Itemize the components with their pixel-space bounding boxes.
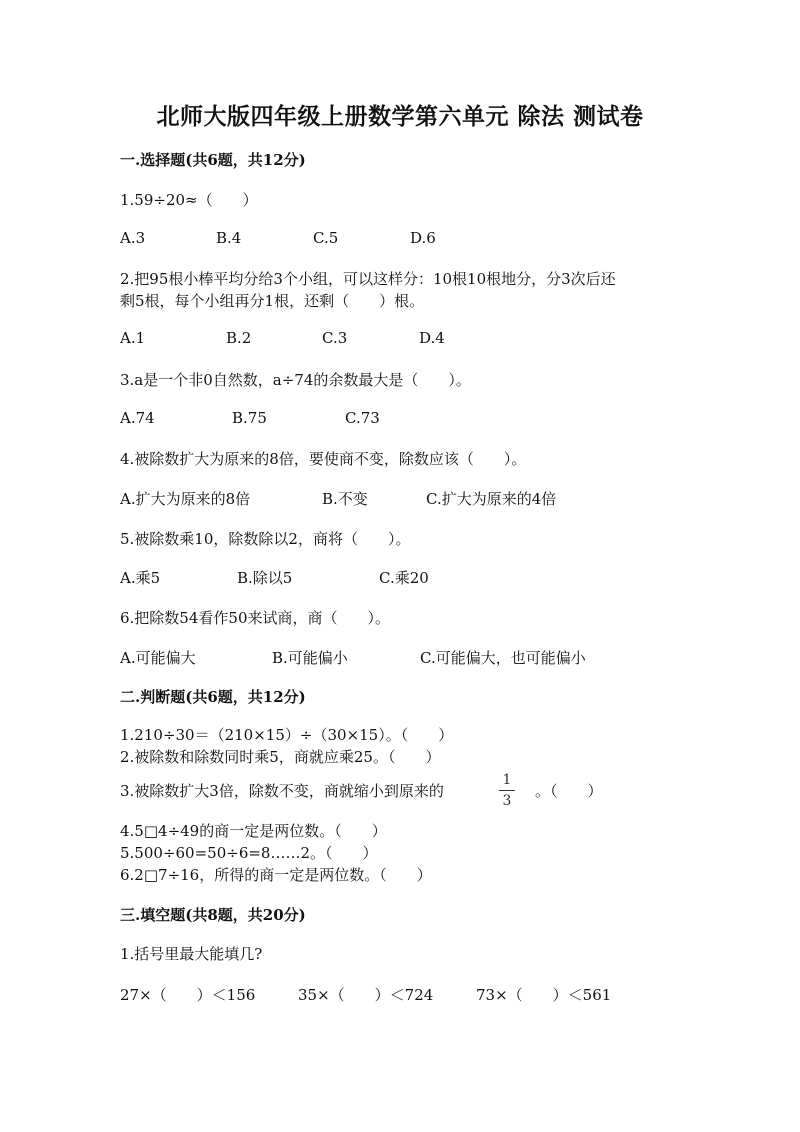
question-2-stem-line1: 2.把95根小棒平均分给3个小组，可以这样分：10根10根地分，分3次后还 — [120, 270, 616, 288]
question-2-option-d: D.4 — [419, 329, 445, 347]
fill-question-1-item-2: 35×（ ）＜724 — [298, 986, 434, 1004]
fill-question-1-item-1: 27×（ ）＜156 — [120, 986, 256, 1004]
question-4-option-a: A.扩大为原来的8倍 — [120, 490, 251, 508]
judgement-item-5: 5.500÷60=50÷6=8……2。（ ） — [120, 844, 378, 862]
fraction-denominator: 3 — [502, 793, 512, 809]
question-6-option-b: B.可能偏小 — [272, 649, 348, 667]
fill-question-1-item-3: 73×（ ）＜561 — [476, 986, 612, 1004]
section-heading-fill-in: 三.填空题(共8题，共20分) — [120, 906, 306, 924]
fraction-bar — [499, 790, 515, 791]
question-6-option-c: C.可能偏大，也可能偏小 — [420, 649, 586, 667]
question-1-option-a: A.3 — [120, 229, 146, 247]
question-2-option-a: A.1 — [120, 329, 146, 347]
judgement-item-6: 6.2□7÷16，所得的商一定是两位数。（ ） — [120, 866, 432, 884]
question-1-stem: 1.59÷20≈（ ） — [120, 191, 258, 209]
question-3-option-a: A.74 — [120, 409, 155, 427]
question-5-stem: 5.被除数乘10，除数除以2，商将（ ）。 — [120, 530, 411, 548]
fraction-one-third — [499, 772, 515, 809]
question-4-stem: 4.被除数扩大为原来的8倍，要使商不变，除数应该（ ）。 — [120, 450, 527, 468]
question-4-option-c: C.扩大为原来的4倍 — [426, 490, 557, 508]
question-6-stem: 6.把除数54看作50来试商，商（ ）。 — [120, 609, 390, 627]
fraction-numerator: 1 — [502, 772, 512, 788]
question-1-option-c: C.5 — [313, 229, 339, 247]
question-2-option-b: B.2 — [226, 329, 252, 347]
question-3-stem: 3.a是一个非0自然数，a÷74的余数最大是（ ）。 — [120, 371, 471, 389]
question-5-option-a: A.乘5 — [120, 569, 161, 587]
judgement-item-1: 1.210÷30＝（210×15）÷（30×15）。（ ） — [120, 726, 454, 744]
section-heading-choice: 一.选择题(共6题，共12分) — [120, 151, 306, 169]
page-title: 北师大版四年级上册数学第六单元 除法 测试卷 — [156, 103, 644, 130]
question-5-option-c: C.乘20 — [379, 569, 429, 587]
judgement-item-3-text: 3.被除数扩大3倍，除数不变，商就缩小到原来的 — [120, 782, 444, 800]
section-heading-judgement: 二.判断题(共6题，共12分) — [120, 688, 306, 706]
judgement-item-4: 4.5□4÷49的商一定是两位数。（ ） — [120, 822, 387, 840]
judgement-item-3-tail: 。（ ） — [535, 782, 603, 800]
fill-question-1-stem: 1.括号里最大能填几? — [120, 945, 263, 963]
question-1-option-d: D.6 — [410, 229, 436, 247]
question-2-option-c: C.3 — [322, 329, 348, 347]
question-3-option-b: B.75 — [232, 409, 267, 427]
question-4-option-b: B.不变 — [322, 490, 368, 508]
question-3-option-c: C.73 — [345, 409, 380, 427]
question-2-stem-line2: 剩5根，每个小组再分1根，还剩（ ）根。 — [120, 292, 425, 310]
question-6-option-a: A.可能偏大 — [120, 649, 196, 667]
question-1-option-b: B.4 — [216, 229, 242, 247]
judgement-item-2: 2.被除数和除数同时乘5，商就应乘25。（ ） — [120, 748, 441, 766]
question-5-option-b: B.除以5 — [237, 569, 293, 587]
